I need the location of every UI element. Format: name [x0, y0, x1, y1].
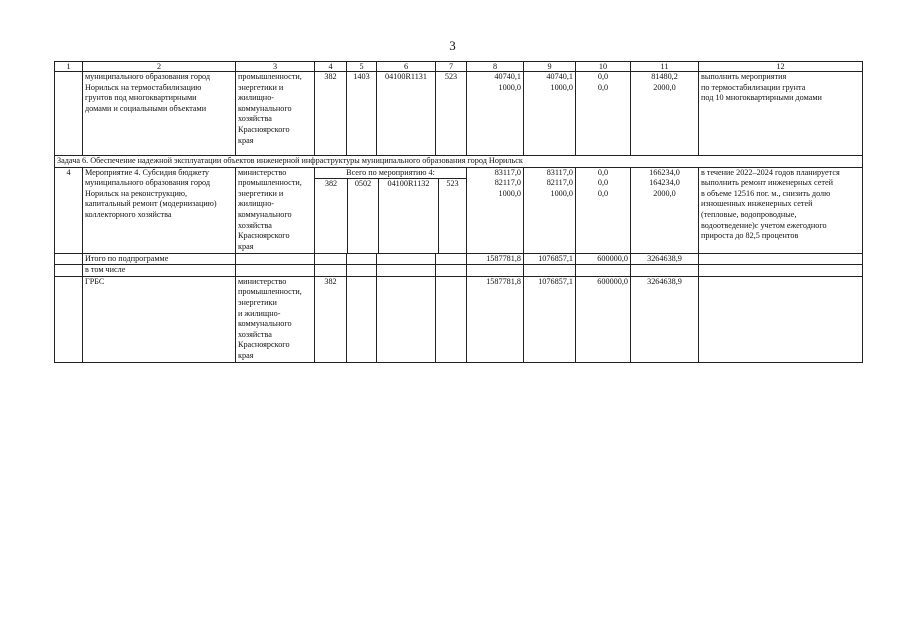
text-line: капитальный ремонт (модернизацию) — [85, 199, 217, 209]
grbs-year-2: 1076857,1 — [524, 276, 576, 362]
cell-num — [55, 253, 83, 265]
text-line: муниципального образования город — [85, 178, 211, 188]
cell-num — [55, 72, 83, 156]
header-cell: 2 — [83, 62, 236, 72]
grbs-year-1: 1587781,8 — [467, 276, 524, 362]
text-line: министерство — [238, 167, 287, 177]
value: 382 — [324, 72, 337, 81]
text-line: края — [238, 241, 254, 251]
text-line: в объеме 12516 пог. м., снизить долю — [701, 188, 831, 198]
value: 0,0 — [597, 178, 609, 188]
value: 40740,1 — [546, 72, 573, 81]
grbs-code: 382 — [315, 179, 348, 253]
cell-num: 4 — [55, 167, 83, 253]
grbs-row — [55, 276, 863, 362]
cell-executor — [236, 276, 315, 362]
including-row — [55, 265, 863, 277]
value: 1000,0 — [498, 188, 521, 198]
value: 82117,0 — [494, 178, 521, 188]
value: 2000,0 — [653, 188, 676, 198]
value: 164234,0 — [649, 178, 680, 188]
total-sum: 3264638,9 — [631, 253, 699, 265]
total-year-3: 600000,0 — [576, 253, 631, 265]
cell-empty — [377, 253, 436, 265]
section-code: 0502 — [348, 179, 379, 253]
header-cell: 1 — [55, 62, 83, 72]
value: 0,0 — [597, 82, 609, 92]
including-label: в том числе — [83, 265, 236, 277]
text-line: выполнить ремонт инженерных сетей — [701, 178, 833, 188]
text-line: Красноярского — [238, 340, 290, 350]
cell-result — [699, 167, 863, 253]
text-line: (тепловые, водопроводные, — [701, 209, 797, 219]
text-line: коммунального — [238, 319, 292, 329]
budget-table — [54, 61, 863, 363]
target-code: 04100R1132 — [379, 179, 439, 253]
cell-empty — [347, 276, 377, 362]
cell-total — [631, 167, 699, 253]
text-line: Красноярского — [238, 231, 290, 241]
expense-code: 523 — [446, 178, 459, 188]
text-line: коммунального — [238, 209, 292, 219]
text-line: по термостабилизации грунта — [701, 82, 806, 92]
cell-total — [631, 72, 699, 156]
header-cell: 10 — [576, 62, 631, 72]
text-line: Мероприятие 4. Субсидия бюджету — [85, 167, 210, 177]
table-row — [55, 167, 863, 253]
cell-year-2 — [524, 167, 576, 253]
text-line: энергетики и — [238, 188, 284, 198]
cell-empty — [699, 276, 863, 362]
text-line: и жилищно- — [238, 308, 281, 318]
value: 0,0 — [597, 167, 609, 177]
cell-grbs-code: 382 — [315, 276, 347, 362]
cell-num — [55, 276, 83, 362]
cell-empty — [236, 253, 315, 265]
text-line: хозяйства — [238, 329, 272, 339]
text-line: коммунального — [238, 103, 292, 113]
cell-executor — [236, 72, 315, 156]
grbs-total: 3264638,9 — [631, 276, 699, 362]
value: 81480,2 — [651, 72, 678, 81]
total-label: Итого по подпрограмме — [83, 253, 236, 265]
text-line: энергетики — [238, 297, 277, 307]
value: 0,0 — [597, 188, 609, 198]
text-line: в течение 2022–2024 годов планируется — [701, 167, 840, 177]
value: 83117,0 — [546, 167, 573, 177]
value: 2000,0 — [653, 82, 676, 92]
task-row — [55, 156, 863, 168]
cell-section-code — [347, 72, 377, 156]
cell-target-code — [377, 72, 436, 156]
text-line: министерство — [238, 276, 287, 286]
cell-description — [83, 72, 236, 156]
text-line: энергетики и — [238, 82, 284, 92]
text-line: Норильск на реконструкцию, — [85, 188, 188, 198]
value: 40740,1 — [494, 72, 521, 81]
cell-year-3 — [576, 72, 631, 156]
header-cell: 6 — [377, 62, 436, 72]
cell-year-1 — [467, 72, 524, 156]
cell-empty — [436, 253, 467, 265]
cell-year-2 — [524, 72, 576, 156]
header-row — [55, 62, 863, 72]
text-line: жилищно- — [238, 93, 275, 103]
header-cell: 5 — [347, 62, 377, 72]
grbs-label: ГРБС — [83, 276, 236, 362]
cell-result — [699, 72, 863, 156]
header-cell: 9 — [524, 62, 576, 72]
cell-year-3 — [576, 167, 631, 253]
text-line: прироста до 82,5 процентов — [701, 231, 799, 241]
text-line: края — [238, 135, 254, 145]
measure-total-label: Всего по мероприятию 4: — [315, 168, 466, 179]
header-cell: 12 — [699, 62, 863, 72]
text-line: хозяйства — [238, 114, 272, 124]
cell-year-1 — [467, 167, 524, 253]
value: 523 — [444, 72, 458, 81]
value: 166234,0 — [649, 167, 680, 177]
text-line: Норильск на термостабилизацию — [85, 82, 202, 92]
text-line: промышленности, — [238, 72, 302, 81]
text-line: Красноярского — [238, 124, 290, 134]
header-cell: 8 — [467, 62, 524, 72]
text-line: изношенных инженерных сетей — [701, 199, 813, 209]
text-line: края — [238, 350, 254, 360]
grbs-year-3: 600000,0 — [576, 276, 631, 362]
cell-description — [83, 167, 236, 253]
value: 1000,0 — [550, 188, 573, 198]
text-line: водоотведение)с учетом ежегодного — [701, 220, 827, 230]
page-number: 3 — [449, 38, 456, 53]
text-line: домами и социальными объектами — [85, 103, 207, 113]
header-cell: 7 — [436, 62, 467, 72]
cell-grbs-code — [315, 72, 347, 156]
value: 82117,0 — [546, 178, 573, 188]
cell-empty — [377, 276, 436, 362]
total-year-1: 1587781,8 — [467, 253, 524, 265]
cell-empty — [347, 253, 377, 265]
text-line: жилищно- — [238, 199, 275, 209]
total-row — [55, 253, 863, 265]
cell-num — [55, 265, 83, 277]
total-year-2: 1076857,1 — [524, 253, 576, 265]
text-line: муниципального образования город — [85, 72, 211, 81]
header-cell: 3 — [236, 62, 315, 72]
value: 1403 — [353, 72, 370, 81]
value: 83117,0 — [494, 167, 521, 177]
value: 1000,0 — [498, 82, 521, 92]
cell-empty — [315, 253, 347, 265]
header-cell: 4 — [315, 62, 347, 72]
text-line: хозяйства — [238, 220, 272, 230]
task-heading: Задача 6. Обеспечение надежной эксплуатации объектов инженерной инфраструктуры муниципального образования город Норильск — [55, 156, 863, 168]
text-line: промышленности, — [238, 287, 302, 297]
cell-empty — [436, 276, 467, 362]
cell-empty — [699, 253, 863, 265]
header-cell: 11 — [631, 62, 699, 72]
text-line: грунтов под многоквартирными — [85, 93, 197, 103]
value: 0,0 — [597, 72, 609, 81]
cell-executor — [236, 167, 315, 253]
codes-row — [315, 179, 466, 253]
table-row — [55, 72, 863, 156]
text-line: коллекторного хозяйства — [85, 209, 172, 219]
value: 04100R1131 — [384, 72, 427, 81]
value: 1000,0 — [550, 82, 573, 92]
text-line: под 10 многоквартирными домами — [701, 93, 822, 103]
text-line: промышленности, — [238, 178, 302, 188]
text-line: выполнить мероприятия — [701, 72, 787, 81]
cell-expense-code — [436, 72, 467, 156]
cell-codes — [315, 167, 467, 253]
